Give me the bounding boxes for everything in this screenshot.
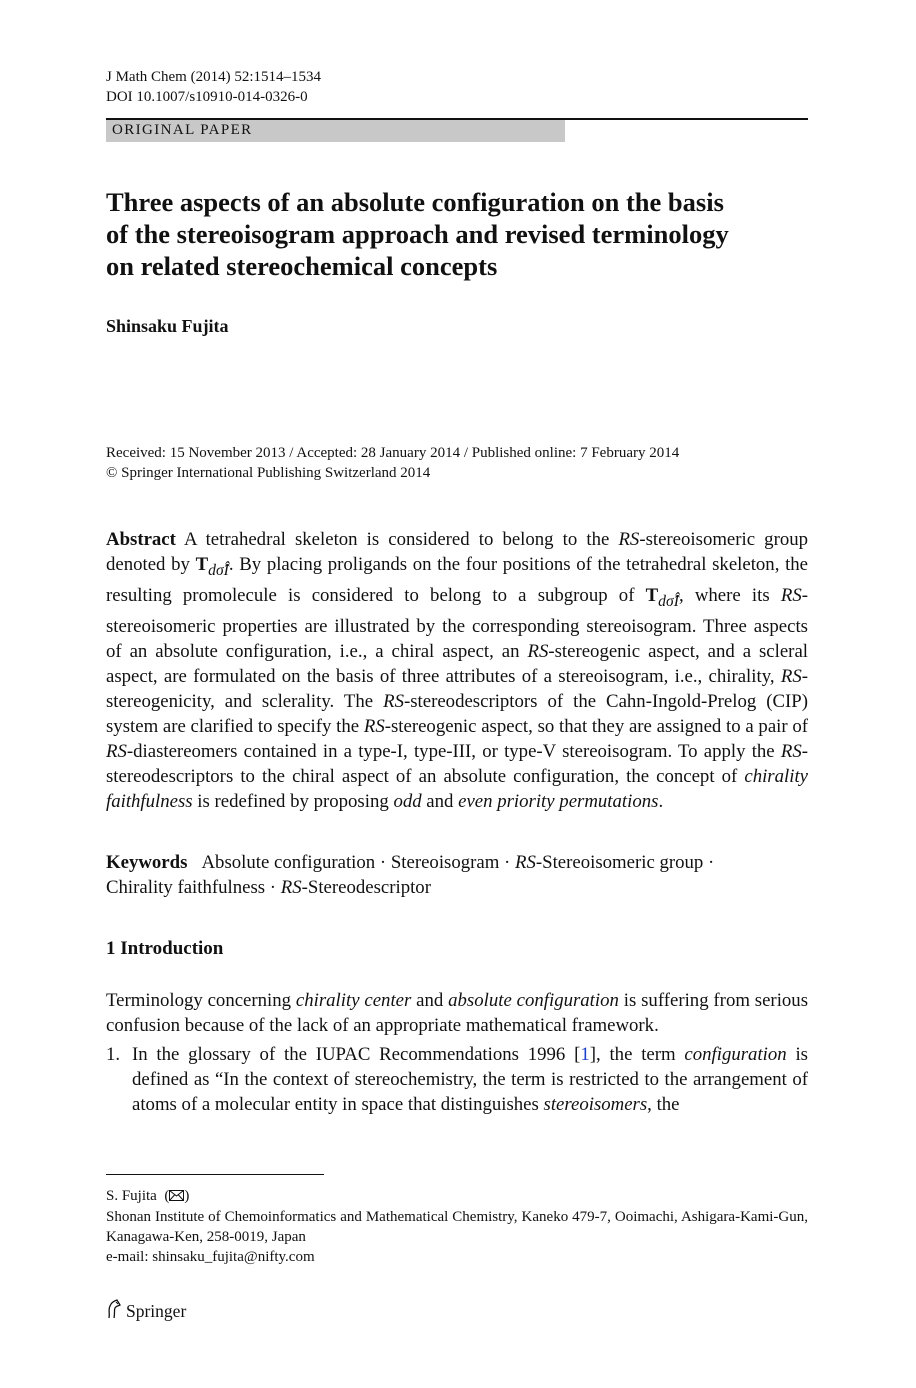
absolute-configuration-term: absolute configuration bbox=[448, 990, 619, 1011]
footnote-rule bbox=[106, 1174, 324, 1175]
list-item-text bbox=[132, 1042, 808, 1117]
abstract-text: -stereogenic aspect, and a scleral aspect, are formulated on the basis of three attributes of a stereoisogram, i.e., chirality, bbox=[106, 640, 808, 687]
publisher-logo bbox=[106, 1299, 186, 1324]
group-symbol: T bbox=[645, 584, 659, 606]
keyword: Stereoisogram bbox=[390, 852, 500, 873]
envelope-icon bbox=[169, 1187, 184, 1207]
abstract-text: . By placing proligands on the four positions of the tetrahedral skeleton, the resulting promolecule is considered to belong to a subgroup of bbox=[106, 554, 809, 606]
keywords-label: Keywords bbox=[106, 852, 188, 873]
publisher-name: Springer bbox=[126, 1301, 187, 1321]
abstract-text: is redefined by proposing bbox=[192, 790, 394, 812]
journal-citation: J Math Chem (2014) 52:1514–1534 bbox=[106, 69, 321, 85]
abstract-text: A tetrahedral skeleton is considered to belong to the bbox=[175, 529, 619, 550]
paper-title bbox=[106, 186, 806, 282]
title-line: of the stereoisogram approach and revised terminology bbox=[106, 219, 729, 249]
keyword-separator: · bbox=[703, 852, 715, 873]
rs-term: RS bbox=[618, 529, 640, 550]
abstract-text: and bbox=[421, 790, 459, 812]
abstract-text: -stereoisomeric properties are illustrated by the corresponding stereoisogram. Three aspects of an absolute configuration, i.e., a chiral aspect, an bbox=[106, 584, 808, 662]
group-symbol: T bbox=[195, 554, 209, 575]
intro-text: and bbox=[411, 990, 449, 1011]
springer-horse-icon bbox=[106, 1299, 122, 1324]
footnote-author: S. Fujita bbox=[106, 1188, 157, 1204]
rs-term: RS bbox=[383, 690, 404, 712]
intro-text: Terminology concerning bbox=[106, 990, 296, 1011]
item-text: In the glossary of the IUPAC Recommendations 1996 [ bbox=[132, 1044, 581, 1065]
rs-term: RS bbox=[780, 665, 802, 687]
abstract-label: Abstract bbox=[106, 529, 176, 550]
keyword: Chirality faithfulness bbox=[106, 877, 266, 898]
correspondence-line: S. Fujita ( ) bbox=[106, 1186, 808, 1207]
footnote-email[interactable]: e-mail: shinsaku_fujita@nifty.com bbox=[106, 1249, 315, 1265]
copyright-line: © Springer International Publishing Switzerland 2014 bbox=[106, 465, 431, 481]
journal-header bbox=[106, 67, 321, 107]
configuration-term: configuration bbox=[684, 1044, 787, 1065]
stereoisomers-term: stereoisomers bbox=[543, 1094, 648, 1115]
group-subscript: dσ̂Î bbox=[208, 561, 229, 579]
abstract bbox=[106, 527, 808, 814]
rs-term: RS bbox=[363, 715, 385, 737]
list-number: 1. bbox=[106, 1044, 121, 1065]
item-text: ], the term bbox=[589, 1044, 685, 1065]
keyword: -Stereoisomeric group bbox=[535, 852, 704, 873]
rs-term: RS bbox=[106, 740, 127, 762]
item-text: is defined as “In the context of stereochemistry, the term is restricted to the arrangement of atoms of a molecular entity in space that distinguishes bbox=[132, 1044, 808, 1115]
intro-paragraph bbox=[106, 988, 808, 1038]
abstract-text: . bbox=[658, 790, 664, 812]
keyword-separator: · bbox=[375, 852, 391, 873]
keyword-separator: · bbox=[499, 852, 515, 873]
abstract-text: -stereogenicity, and sclerality. The bbox=[106, 665, 808, 712]
keywords bbox=[106, 850, 808, 900]
abstract-text: -stereodescriptors of the Cahn-Ingold-Prelog (CIP) system are clarified to specify the bbox=[106, 690, 808, 737]
keyword-separator: · bbox=[265, 877, 281, 898]
abstract-text: , where its bbox=[678, 584, 781, 606]
publication-dates bbox=[106, 443, 808, 483]
even-priority-term: even priority permutations bbox=[458, 790, 659, 812]
chirality-center-term: chirality center bbox=[295, 990, 412, 1011]
group-subscript: dσ̂Î bbox=[658, 592, 679, 610]
item-text: , the bbox=[647, 1094, 680, 1115]
dates-line: Received: 15 November 2013 / Accepted: 28 January 2014 / Published online: 7 February 2014 bbox=[106, 445, 680, 461]
abstract-text: -stereoisomeric group denoted by bbox=[106, 529, 808, 575]
section-heading: 1 Introduction bbox=[106, 938, 224, 959]
rs-term: RS bbox=[515, 852, 536, 873]
footnote bbox=[106, 1186, 808, 1267]
chirality-faithfulness-term: chirality faithfulness bbox=[106, 765, 808, 812]
rs-term: RS bbox=[527, 640, 549, 662]
title-line: Three aspects of an absolute configuration on the basis bbox=[106, 187, 724, 217]
citation-link[interactable]: 1 bbox=[580, 1044, 590, 1065]
abstract-text: -diastereomers contained in a type-I, type-III, or type-V stereoisogram. To apply the bbox=[126, 740, 781, 762]
article-type: ORIGINAL PAPER bbox=[112, 122, 253, 138]
odd-term: odd bbox=[393, 790, 422, 812]
intro-text: is suffering from serious confusion because of the lack of an appropriate mathematical framework. bbox=[106, 990, 808, 1036]
title-line: on related stereochemical concepts bbox=[106, 251, 498, 281]
journal-doi: DOI 10.1007/s10910-014-0326-0 bbox=[106, 89, 308, 105]
article-type-band bbox=[106, 120, 565, 142]
footnote-affiliation: Shonan Institute of Chemoinformatics and Mathematical Chemistry, Kaneko 479-7, Ooimachi, Ashigara-Kami-Gun, Kanagawa-Ken, 258-0019, Japan bbox=[106, 1209, 808, 1245]
rs-term: RS bbox=[780, 584, 802, 606]
rs-term: RS bbox=[780, 740, 802, 762]
keyword: Absolute configuration bbox=[201, 852, 376, 873]
rs-term: RS bbox=[280, 877, 302, 898]
abstract-text: -stereodescriptors to the chiral aspect of an absolute configuration, the concept of bbox=[106, 740, 808, 787]
keyword: -Stereodescriptor bbox=[301, 877, 431, 898]
abstract-text: -stereogenic aspect, so that they are assigned to a pair of bbox=[384, 715, 809, 737]
author-name: Shinsaku Fujita bbox=[106, 316, 229, 336]
